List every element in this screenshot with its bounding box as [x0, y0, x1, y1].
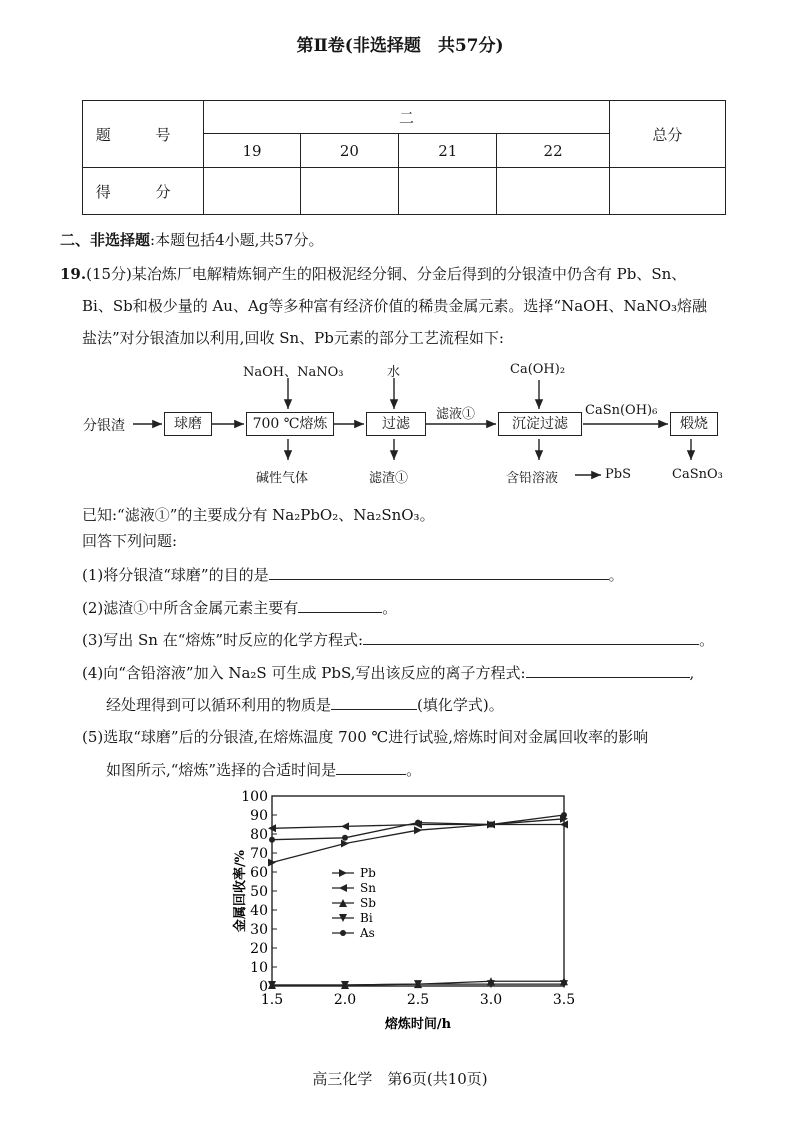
- flow-box-calcine: 煅烧: [670, 412, 718, 436]
- flow-box-mill: 球磨: [164, 412, 212, 436]
- answer-blank-2[interactable]: [298, 596, 382, 613]
- data-point-sn: [341, 822, 349, 830]
- flow-box-smelt: 700 ℃熔炼: [246, 412, 334, 436]
- x-tick-label: 3.0: [479, 992, 503, 1008]
- y-tick-label: 10: [250, 960, 268, 976]
- legend-marker-sn: [339, 884, 347, 892]
- filtrate-1-label: 滤液①: [436, 407, 476, 422]
- question-22-header: 22: [497, 134, 609, 168]
- reagent-caoh2: Ca(OH)₂: [510, 362, 566, 377]
- y-tick-label: 0: [259, 979, 268, 995]
- legend-label-as: As: [360, 926, 375, 940]
- sub-question-4b: 经处理得到可以循环利用的物质是 (填化学式)。: [106, 693, 504, 716]
- section-heading: 二、非选择题:本题包括4小题,共57分。: [60, 231, 324, 249]
- x-tick-label: 2.5: [406, 992, 430, 1008]
- legend-label-pb: Pb: [360, 866, 376, 880]
- basic-gas-label: 碱性气体: [256, 471, 309, 486]
- sub-question-5b: 如图所示,“熔炼”选择的合适时间是 。: [106, 758, 421, 781]
- y-tick-label: 20: [250, 941, 268, 957]
- answer-blank-1[interactable]: [269, 563, 609, 580]
- answer-blank-4a[interactable]: [526, 661, 690, 678]
- data-point-as: [561, 812, 567, 818]
- casnoh6-label: CaSn(OH)₆: [585, 403, 658, 418]
- y-tick-label: 40: [250, 903, 268, 919]
- flow-start-label: 分银渣: [83, 418, 125, 434]
- sub-question-2: (2)滤渣①中所含金属元素主要有 。: [82, 596, 397, 619]
- legend-label-sn: Sn: [360, 881, 376, 895]
- group-label: 二: [204, 101, 609, 134]
- recovery-rate-chart: [200, 780, 600, 1040]
- y-tick-label: 90: [250, 808, 268, 824]
- y-tick-label: 70: [250, 846, 268, 862]
- y-axis-label: 金属回收率/%: [233, 849, 248, 933]
- flow-box-filter: 过滤: [366, 412, 426, 436]
- sub-question-4a: (4)向“含铅溶液”加入 Na₂S 可生成 PbS,写出该反应的离子方程式: ,: [82, 661, 694, 684]
- answer-blank-4b[interactable]: [331, 693, 417, 710]
- reagent-naoh-nano3: NaOH、NaNO₃: [243, 365, 344, 380]
- answer-blank-3[interactable]: [363, 628, 699, 645]
- data-point-as: [415, 820, 421, 826]
- sub-question-3: (3)写出 Sn 在“熔炼”时反应的化学方程式: 。: [82, 628, 714, 651]
- legend-label-sb: Sb: [360, 896, 376, 910]
- answer-prompt: 回答下列问题:: [82, 532, 178, 550]
- known-info: 已知:“滤液①”的主要成分有 Na₂PbO₂、Na₂SnO₃。: [82, 506, 435, 524]
- casno3-product-label: CaSnO₃: [672, 467, 723, 482]
- data-point-as: [488, 822, 494, 828]
- y-tick-label: 80: [250, 827, 268, 843]
- question-20-header: 20: [300, 134, 398, 168]
- y-tick-label: 50: [250, 884, 268, 900]
- answer-blank-5[interactable]: [336, 758, 406, 775]
- question-number-label: 题 号: [83, 101, 204, 168]
- y-tick-label: 60: [250, 865, 268, 881]
- total-label: 总分: [609, 101, 725, 168]
- question-21-header: 21: [399, 134, 497, 168]
- x-tick-label: 1.5: [260, 992, 284, 1008]
- score-label: 得 分: [83, 168, 204, 215]
- y-tick-label: 100: [241, 789, 268, 805]
- y-tick-label: 30: [250, 922, 268, 938]
- data-point-as: [342, 835, 348, 841]
- legend-label-bi: Bi: [360, 911, 373, 925]
- question-19-header: 19: [204, 134, 300, 168]
- pb-solution-label: 含铅溶液: [506, 471, 559, 486]
- question-19-intro-line2: Bi、Sb和极少量的 Au、Ag等多种富有经济价值的稀贵金属元素。选择“NaOH、NaNO₃熔融: [82, 297, 708, 315]
- x-tick-label: 3.5: [552, 992, 576, 1008]
- data-point-as: [269, 837, 275, 843]
- x-tick-label: 2.0: [333, 992, 357, 1008]
- legend-marker-as: [340, 930, 346, 936]
- sub-question-1: (1)将分银渣“球磨”的目的是 。: [82, 563, 624, 586]
- legend-marker-pb: [339, 869, 347, 877]
- section-title: 第Ⅱ卷(非选择题 共57分): [296, 36, 504, 56]
- x-axis-label: 熔炼时间/h: [384, 1017, 452, 1032]
- question-19-intro-line3: 盐法”对分银渣加以利用,回收 Sn、Pb元素的部分工艺流程如下:: [82, 329, 504, 347]
- page-footer: 高三化学 第6页(共10页): [312, 1070, 488, 1088]
- flow-box-precipitate: 沉淀过滤: [498, 412, 582, 436]
- reagent-water: 水: [387, 365, 401, 380]
- pbs-product-label: PbS: [605, 467, 631, 482]
- question-19-intro-line1: 19.(15分)某冶炼厂电解精炼铜产生的阳极泥经分铜、分金后得到的分银渣中仍含有 Pb、Sn、: [60, 265, 687, 283]
- residue-1-label: 滤渣①: [369, 471, 409, 486]
- sub-question-5a: (5)选取“球磨”后的分银渣,在熔炼温度 700 ℃进行试验,熔炼时间对金属回收率的影响: [82, 728, 649, 746]
